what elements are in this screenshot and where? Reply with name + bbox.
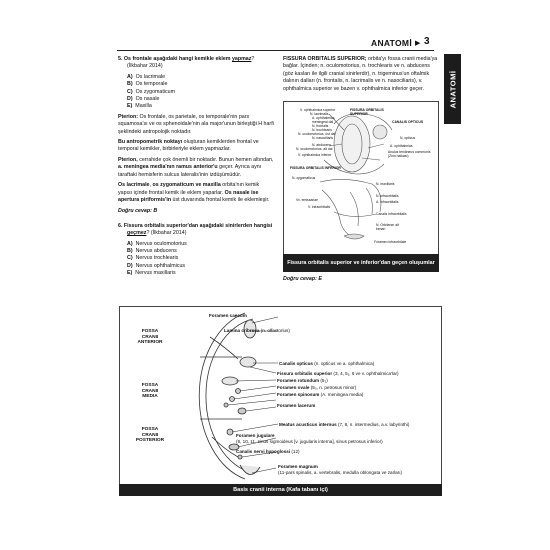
right-column (283, 56, 438, 96)
option-d: D) Nervus ophthalmicus (127, 262, 186, 269)
explanation-pterion: Pterion: Os frontale, os parietale, os temporale'nin pars squamosa'sı ve os sphenoidale'nin ala major'unun birleştiği H harfi şeklindeki antropolojik noktadır. (118, 113, 274, 135)
label-lamina-cribrosa: Lamina cribrosa (n. olfactorius) (224, 328, 290, 333)
orbit-figure (283, 101, 439, 255)
header-rule (117, 50, 434, 51)
fissura-heading: FISSURA ORBITALIS SUPERIOR; (283, 56, 367, 62)
label-n-zygomaticus: N. zygomaticus (292, 176, 316, 180)
answer-6: Doğru cevap: E (283, 276, 322, 282)
question-5-text: Os frontale aşağıdaki hangi kemikle eklem (123, 56, 232, 62)
label-foramen-jugulare-content: (9, 10, 11, sinus sigmoideus [v. jugularis interna], sinus petrosus inferior) (236, 439, 383, 444)
answer-5: Doğru cevap: B (118, 208, 158, 215)
option-e: E) Maxilla (127, 103, 152, 110)
label-foramen-magnum-content: (11-pars spinalis, a. vertebralis, medulla oblongata ve zarları) (278, 470, 403, 475)
label-foramen-ovale: Foramen ovale (5₃, n. petrosus minor) (277, 385, 357, 390)
fissura-paragraph (283, 56, 438, 93)
label-fissura-orbitalis-superior: Fissura orbitalis superior (3, 4, 5₁, 6 ve v. ophthalmica'lar) (277, 371, 399, 376)
fossa-cranii-media: FOSSA CRANII MEDIA (141, 383, 159, 400)
question-5-number: 5. (118, 56, 123, 62)
label-v-ophthalmica-inferior: V. ophthalmica inferior (298, 153, 332, 157)
label-foramen-infraorbitale: Foramen infraorbitale (374, 240, 407, 244)
explanation-surgery: Pterion, cerrahide çok önemli bir noktadır. Bunun hemen altından, a. meningea media'nın ramus anterior'u geçer. Ayrıca aynı taraftaki hemisferin sulcus lateralis'inin izdüşümüdür. (118, 156, 274, 178)
option-c: C) Nervus trochlearis (127, 255, 179, 262)
label-n-trochlearis: N. trochlearis (312, 128, 332, 132)
label-a-ophthalmica-meningeal: A. ophthalmica, meningeal dal (312, 116, 336, 124)
label-n-infraorbitalis: N. infraorbitalis (376, 194, 399, 198)
label-meatus-acusticus-internus: Meatus acusticus internus (7, 8, n. intermedius, a.v. labyrinthi) (279, 422, 410, 427)
question-6 (118, 223, 274, 238)
side-tab (444, 54, 461, 124)
label-v-infraorbitalis: V. infraorbitalis (308, 205, 331, 209)
label-n-oculomotorius-alt: N. oculomotorius, alt dal (296, 147, 333, 151)
option-a: A) Os lacrimale (127, 73, 166, 80)
label-canalis-opticus: CANALIS OPTICUS (392, 120, 424, 124)
label-orbita-alt-kenari: N. Orbitanın alt kenarı (376, 223, 399, 231)
question-5-keyword: yapmaz (231, 56, 252, 62)
fissura-text: orbita'yı fossa cranii media'ya bağlar. İçinden; n. oculomotorius, n. trochlearis ve n. abducens (göz kasları ile ilgili cranial sinirlerdir), n. trigeminus'un oftalmik dalının dalları (n. frontalis, n. lacrimalis ve n. nasociliaris), v. ophthalmica superior ve bazen v. ophthalmica inferior geçer. (283, 56, 438, 92)
label-canalis-opticus: Canalis opticus (n. opticus ve a. ophthalmica) (279, 361, 375, 366)
label-vv-emissariae: Vv. emissariae (296, 198, 318, 202)
label-n-maxillaris: N. maxillaris (376, 182, 395, 186)
basis-cranii-figure (119, 306, 442, 486)
label-canalis-nervi-hypoglossi: Canalis nervi hypoglossi (12) (236, 449, 300, 454)
label-foramen-spinosum: Foramen spinosum (A. meningea media) (277, 392, 364, 397)
label-anulus-tendineus: Anulus tendineus communis (Zinn halkası) (388, 150, 431, 158)
side-tab-label: ANATOMİ (448, 70, 457, 108)
label-foramen-jugulare: Foramen jugulare (236, 433, 275, 438)
label-n-nasociliaris: N. nasociliaris (312, 136, 334, 140)
question-5-options (118, 74, 274, 111)
question-6-source: ? (İlkbahar 2014) (146, 230, 187, 237)
running-header-title: ANATOMİ (371, 38, 412, 48)
label-a-infraorbitalis: A. infraorbitalis (376, 200, 399, 204)
question-5-source: ? (İlkbahar 2014) (127, 56, 255, 70)
label-fissura-orbitalis-superior: FISSURA ORBITALIS SUPERIOR (350, 108, 384, 116)
page-number: 3 (424, 36, 430, 47)
option-b: B) Nervus abducens (127, 247, 177, 254)
option-c: C) Os zygomaticum (127, 88, 176, 95)
basis-cranii-caption: Basis cranii interna (Kafa tabanı içi) (119, 484, 442, 496)
question-6-text: Fissura orbitalis superior'dan aşağıdaki sinirlerden hangisi (123, 222, 273, 229)
label-n-oculomotorius-ust: N. oculomotorius, üst dal (298, 132, 336, 136)
explanation-antropometric: Bu antropometrik noktayı oluşturan kemiklerden frontal ve temporal kemikler, birbirleriyle eklem yapmazlar. (118, 139, 259, 153)
left-column (118, 56, 274, 281)
label-foramen-lacerum: Foramen lacerum (277, 403, 316, 408)
option-e: E) Nervus maxillaris (127, 270, 176, 277)
label-n-lacrimalis: N. lacrimalis (310, 112, 329, 116)
explanation-bones: Os lacrimale, os zygomaticum ve maxilla orbita'nın kemik yapısı içinde frontal kemik ile eklem yaparlar. Os nasale ise apertura piriformis'in üst duvarında frontal kemik ile eklemleşir. (118, 182, 270, 203)
option-a: A) Nervus oculomotorius (127, 240, 187, 247)
fossa-cranii-anterior: FOSSA CRANII ANTERIOR (137, 329, 163, 346)
option-b: B) Os temporale (127, 81, 168, 88)
label-a-ophthalmica: A. ophthalmica (390, 144, 413, 148)
label-foramen-magnum: Foramen magnum (278, 464, 318, 469)
label-canalis-infraorbitalis: Canalis infraorbitalis (376, 212, 407, 216)
label-n-abducens: N. abducens (312, 143, 332, 147)
label-v-ophthalmica-superior: V. ophthalmica superior (300, 108, 336, 112)
fossa-cranii-posterior: FOSSA CRANII POSTERIOR (135, 427, 165, 444)
label-foramen-rotundum: Foramen rotundum (5₂) (277, 378, 328, 383)
label-foramen-caecum: Foramen caecum (209, 313, 247, 318)
question-6-keyword: geçmez (127, 230, 147, 237)
question-5 (118, 56, 274, 71)
question-6-options (118, 241, 274, 278)
orbit-figure-caption: Fissura orbitalis superior ve inferior'dan geçen oluşumlar (283, 254, 439, 272)
label-n-opticus: N. opticus (400, 136, 416, 140)
question-6-number: 6. (118, 222, 123, 229)
option-d: D) Os nasale (127, 96, 160, 103)
header-arrow-icon: ▶ (415, 40, 421, 47)
label-n-frontalis: N. frontalis (312, 124, 329, 128)
label-fissura-orbitalis-inferior: FISSURA ORBITALIS INFERIOR (290, 166, 341, 170)
